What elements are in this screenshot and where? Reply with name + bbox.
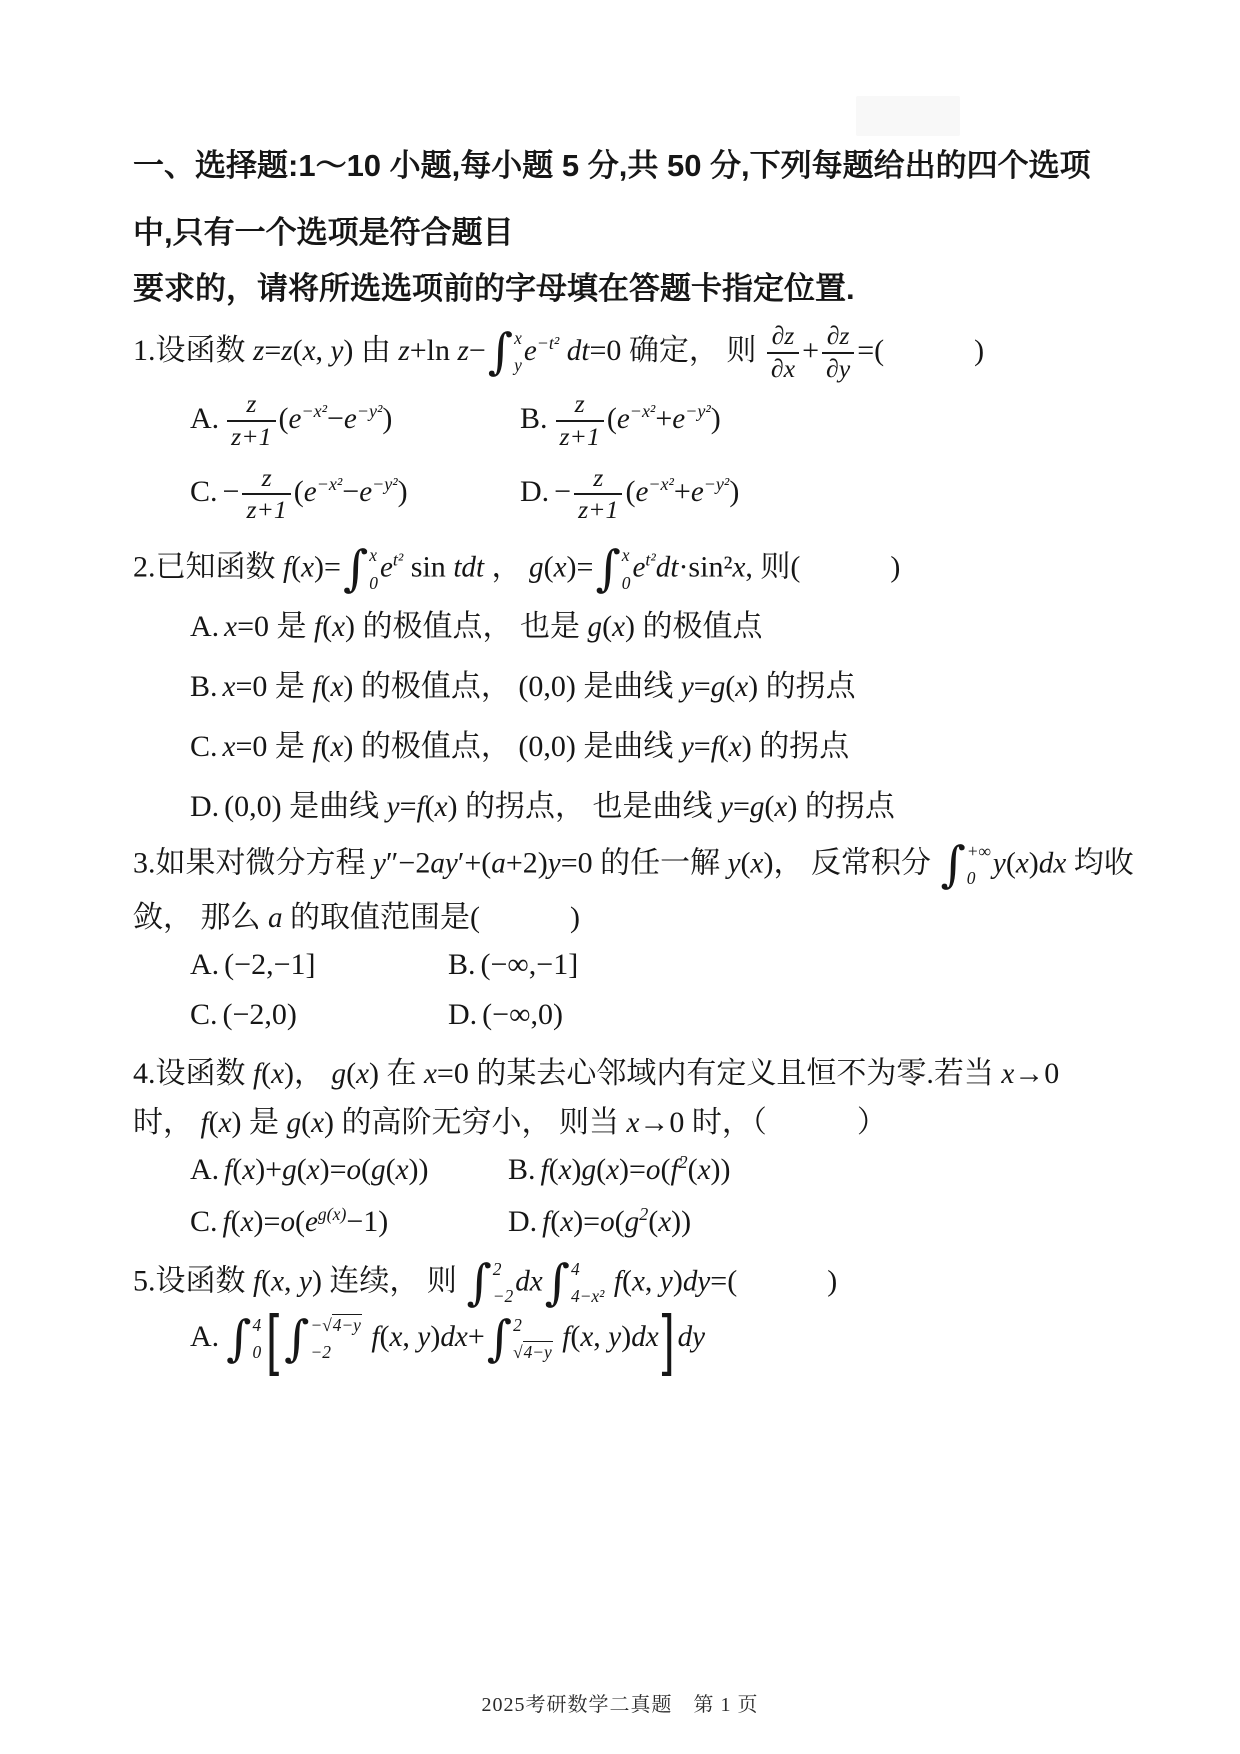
option-formula: $f(x)=o(e^{g(x)}-1)$ bbox=[222, 1203, 389, 1238]
option-label: B. bbox=[190, 669, 218, 703]
option-label: D. bbox=[520, 475, 550, 509]
option-label: B. bbox=[520, 401, 548, 435]
option-formula: (−2,0) bbox=[222, 997, 297, 1031]
option-text: x=0 是 f(x) 的极值点， (0,0) 是曲线 y=f(x) 的拐点 bbox=[222, 729, 850, 763]
question-2-stem: 2.已知函数 f(x)= ∫ x 0 $e^{t^2}$ sin tdt ， g(x)= ∫ x 0 $e^{t^2}dt\cdot\sin^2x$, 则( ) bbox=[133, 541, 901, 598]
question-4-option-a bbox=[190, 1153, 508, 1187]
option-formula: − $\frac{z}{z+1}$ $(e^{-x^2}+e^{-y^2})$ bbox=[554, 462, 740, 525]
option-formula: $\frac{z}{z+1}$ $(e^{-x^2}-e^{-y^2})$ bbox=[224, 402, 392, 435]
option-text: x=0 是 f(x) 的极值点， 也是 g(x) 的极值点 bbox=[224, 609, 763, 643]
option-formula: $f(x)=o(g^2(x))$ bbox=[542, 1203, 692, 1238]
option-formula: f(x)+g(x)=o(g(x)) bbox=[224, 1152, 429, 1186]
scan-artifact bbox=[856, 96, 960, 136]
question-4-option-b bbox=[508, 1153, 1118, 1187]
question-3-option-c bbox=[190, 998, 448, 1032]
option-label: D. bbox=[190, 789, 220, 823]
option-label: B. bbox=[448, 947, 476, 981]
option-text: (0,0) 是曲线 y=f(x) 的拐点， 也是曲线 y=g(x) 的拐点 bbox=[224, 789, 895, 823]
question-3-option-b bbox=[448, 948, 1118, 982]
question-4 bbox=[133, 1052, 1118, 1239]
question-4-options bbox=[133, 1153, 1118, 1239]
question-3-option-d bbox=[448, 998, 1118, 1032]
question-4-option-c bbox=[190, 1205, 508, 1239]
question-3-stem-line-2: 敛， 那么 a 的取值范围是( ) bbox=[133, 901, 581, 935]
section-header-line-3: 要求的，请将所选选项前的字母填在答题卡指定位置. bbox=[133, 271, 855, 306]
option-label: A. bbox=[190, 1320, 220, 1354]
question-1-option-d bbox=[520, 464, 1118, 526]
question-3 bbox=[133, 836, 1134, 1032]
option-formula: (−∞,−1] bbox=[480, 947, 579, 981]
option-label: C. bbox=[190, 1204, 218, 1238]
question-2-option-d bbox=[190, 781, 1118, 825]
question-4-option-d bbox=[508, 1205, 1118, 1239]
question-3-options bbox=[133, 948, 1118, 1032]
question-2-option-a bbox=[190, 601, 1118, 645]
question-2 bbox=[133, 541, 1118, 825]
question-4-stem-line-1: 4.设函数 f(x)， g(x) 在 x=0 的某去心邻域内有定义且恒不为零.若当 x→0 bbox=[133, 1056, 1060, 1090]
option-formula: − $\frac{z}{z+1}$ $(e^{-x^2}-e^{-y^2})$ bbox=[222, 462, 408, 525]
question-1-option-a bbox=[190, 390, 520, 452]
option-label: C. bbox=[190, 475, 218, 509]
question-3-option-a bbox=[190, 948, 448, 982]
question-1-option-c bbox=[190, 464, 520, 526]
option-formula: (−∞,0) bbox=[482, 997, 563, 1031]
option-label: B. bbox=[508, 1152, 536, 1186]
page-footer: 2025考研数学二真题 第 1 页 bbox=[481, 1694, 759, 1716]
option-text: x=0 是 f(x) 的极值点， (0,0) 是曲线 y=g(x) 的拐点 bbox=[222, 669, 856, 703]
question-3-stem-line-1: 3.如果对微分方程 y″−2ay′+(a+2)y=0 的任一解 y(x)， 反常积分 ∫ +∞ 0 y(x)dx 均收 bbox=[133, 836, 1134, 893]
question-1 bbox=[133, 322, 1118, 525]
question-1-options bbox=[133, 390, 1118, 526]
section-header-line-1: 一、选择题:1～10 小题,每小题 5 分,共 50 分,下列每题给出的四个选项 bbox=[133, 148, 1091, 183]
page-content bbox=[133, 145, 1134, 1377]
question-5-stem: 5.设函数 f(x, y) 连续， 则 ∫ 2 −2 dx ∫ 4 4−x² f(x, y)dy=( ) bbox=[133, 1254, 838, 1311]
question-5 bbox=[133, 1254, 1118, 1377]
option-formula: (−2,−1] bbox=[224, 947, 316, 981]
question-2-options bbox=[133, 601, 1118, 825]
option-label: A. bbox=[190, 1152, 220, 1186]
option-formula: $\frac{z}{z+1}$ $(e^{-x^2}+e^{-y^2})$ bbox=[553, 402, 721, 435]
question-1-option-b bbox=[520, 390, 1118, 452]
option-formula: $f(x)g(x)=o(f^2(x))$ bbox=[540, 1151, 731, 1186]
option-label: C. bbox=[190, 729, 218, 763]
section-header-line-2: 中,只有一个选项是符合题目 bbox=[133, 215, 514, 250]
option-label: D. bbox=[448, 997, 478, 1031]
option-label: C. bbox=[190, 997, 218, 1031]
option-label: A. bbox=[190, 947, 220, 981]
question-4-stem-line-2: 时， f(x) 是 g(x) 的高阶无穷小， 则当 x→0 时，（ ） bbox=[133, 1106, 887, 1140]
question-5-option-a bbox=[133, 1301, 1118, 1377]
option-formula: ∫ 4 0 [ ∫ −√4−y −2 f(x, y)dx+ ∫ 2 √4−y f(x, y)dx] dy bbox=[226, 1301, 706, 1377]
question-1-stem: 1.设函数 z=z(x, y) 由 z+ln z− ∫ x y $e^{-t^2}$ dt=0 确定， 则 $\frac{\partial z}{\partial x}$ + $\frac{\partial z}{\partial y}$ =( ) bbox=[133, 321, 985, 383]
option-label: D. bbox=[508, 1204, 538, 1238]
question-2-option-c bbox=[190, 721, 1118, 765]
option-label: A. bbox=[190, 609, 220, 643]
option-label: A. bbox=[190, 401, 220, 435]
question-2-option-b bbox=[190, 661, 1118, 705]
